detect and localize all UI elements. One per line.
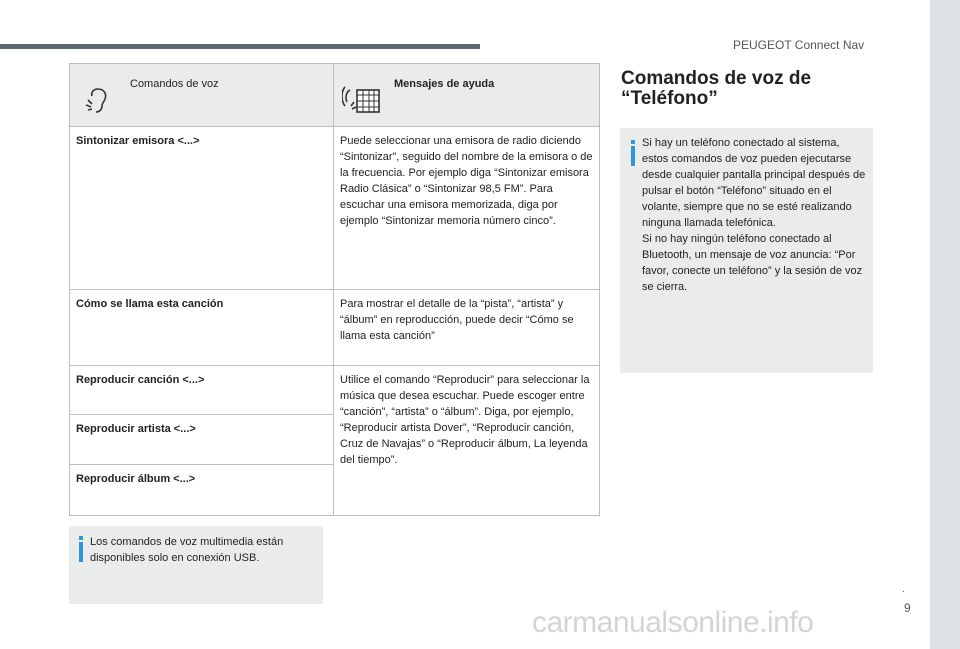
voice-commands-table — [69, 63, 600, 516]
command-cell — [70, 289, 334, 365]
table-row — [70, 366, 600, 415]
header-label-commands: Comandos de voz — [130, 78, 219, 90]
page-number: 9 — [904, 601, 911, 615]
usb-note — [69, 526, 323, 604]
help-text: Utilice el comando “Reproducir” para seleccionar la música que desea escuchar. Puede escoger entre “canción”, “artista” o “álbum”. Diga, por ejemplo, “Reproducir artista Dover”, “Reproducir canción, Cruz de Navajas” o “Reproducir álbum, La leyenda del tiempo”. — [340, 374, 590, 466]
brand-header: PEUGEOT Connect Nav — [733, 38, 865, 52]
phone-section-title: Comandos de voz de “Teléfono” — [621, 68, 812, 109]
command-name: Cómo se llama esta canción — [76, 297, 224, 310]
help-message-icon — [342, 82, 384, 121]
command-cell — [70, 464, 334, 515]
voice-command-icon — [84, 86, 110, 121]
command-name: Sintonizar emisora <...> — [76, 134, 200, 147]
help-cell — [334, 289, 600, 365]
phone-info-text: Si hay un teléfono conectado al sistema, estos comandos de voz pueden ejecutarse desde cualquier pantalla principal después de pulsar el botón “Teléfono” situado en el volante, siempre que no se esté realizando ninguna llamada telefónica. Si no hay ningún teléfono conectado al Bluetooth, un mensaje de voz anuncia: “Por favor, conecte un teléfono” y la sesión de voz se cierra. — [642, 137, 866, 293]
help-cell — [334, 366, 600, 516]
header-label-help: Mensajes de ayuda — [394, 78, 495, 90]
table-header-row — [70, 64, 600, 127]
side-strip — [930, 0, 960, 649]
continuation-mark: . — [902, 584, 905, 595]
header-cell-commands — [70, 64, 334, 127]
command-name: Reproducir canción <...> — [76, 374, 205, 386]
phone-info-box — [620, 128, 873, 373]
command-cell — [70, 366, 334, 415]
help-text: Para mostrar el detalle de la “pista”, “artista” y “álbum” en reproducción, puede decir “Cómo se llama esta canción” — [340, 297, 574, 342]
command-name: Reproducir álbum <...> — [76, 472, 196, 485]
watermark: carmanualsonline.info — [532, 606, 814, 639]
command-cell — [70, 415, 334, 464]
top-rule — [0, 44, 480, 49]
header-cell-help — [334, 64, 600, 127]
table-row — [70, 289, 600, 365]
command-cell — [70, 126, 334, 289]
table-row — [70, 126, 600, 289]
help-cell — [334, 126, 600, 289]
usb-note-text: Los comandos de voz multimedia están disponibles solo en conexión USB. — [90, 536, 284, 564]
help-text: Puede seleccionar una emisora de radio diciendo “Sintonizar”, seguido del nombre de la emisora o de la frecuencia. Por ejemplo diga “Sintonizar emisora Radio Clásica” o “Sintonizar 98,5 FM”. Para escuchar una emisora memorizada, diga por ejemplo “Sintonizar memoria número cinco”. — [340, 134, 593, 227]
command-name: Reproducir artista <...> — [76, 423, 196, 436]
